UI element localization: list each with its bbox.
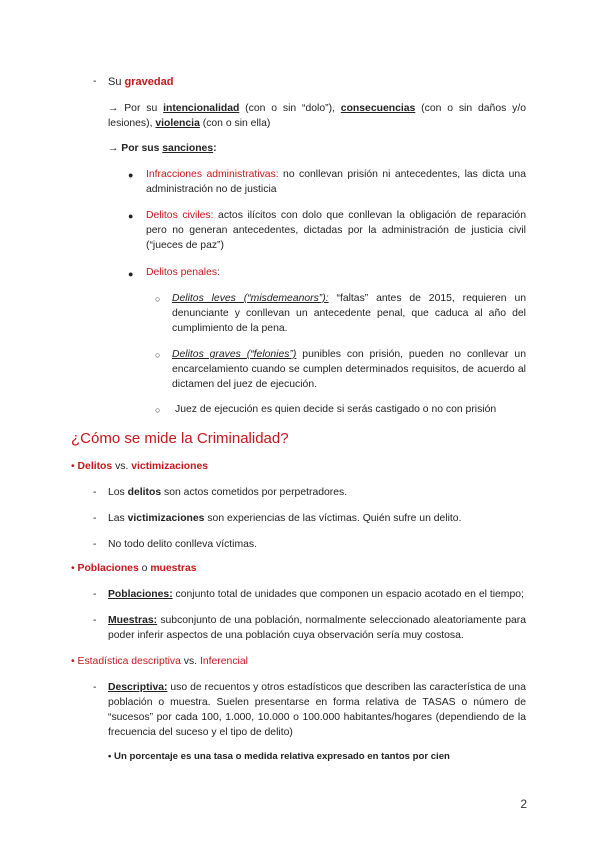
- criminalidad-heading: ¿Cómo se mide la Criminalidad?: [71, 430, 289, 447]
- gravedad-criteria: → Por su intencionalidad (con o sin “dolo”), consecuencias (con o sin daños y/o lesiones), violencia (con o sin ella): [108, 103, 527, 129]
- dash-bullet: -: [93, 589, 97, 600]
- bullet-delitos-civiles: Delitos civiles: actos ilícitos con dolo que conllevan la obligación de reparación pero no generan antecedentes, dictadas por la administración de justicia civil (“jueces de paz”): [146, 210, 526, 251]
- dash-bullet: -: [93, 682, 97, 693]
- sub-juez-ejecucion: Juez de ejecución es quien decide si serás castigado o no con prisión: [175, 404, 497, 415]
- page-number: 2: [520, 797, 527, 811]
- circle-bullet-icon: ○: [155, 405, 161, 415]
- poblaciones-muestras-title: • Poblaciones o muestras: [71, 563, 197, 574]
- bullet-infracciones: Infracciones administrativas: no conllevan prisión ni antecedentes, las dicta una administración no de justicia: [146, 169, 526, 195]
- bullet-dot-icon: ●: [128, 269, 134, 279]
- list-item: Los delitos son actos cometidos por perpetradores.: [108, 487, 348, 498]
- dash-bullet: -: [93, 76, 97, 87]
- list-item: Poblaciones: conjunto total de unidades que componen un espacio acotado en el tiempo;: [108, 589, 524, 600]
- dash-bullet: -: [93, 539, 97, 550]
- gravedad-heading: Su gravedad: [108, 76, 174, 88]
- dash-bullet: -: [93, 615, 97, 626]
- sub-delitos-leves: Delitos leves (“misdemeanors”): “faltas” antes de 2015, requieren un denunciante y conllevan un antecedente penal, que caduca al año del cumplimiento de la pena.: [172, 293, 526, 334]
- bullet-dot-icon: ●: [128, 211, 134, 221]
- circle-bullet-icon: ○: [155, 294, 161, 304]
- porcentaje-note: • Un porcentaje es una tasa o medida relativa expresado en tantos por cien: [108, 751, 450, 762]
- list-item: No todo delito conlleva víctimas.: [108, 539, 258, 550]
- dash-bullet: -: [93, 513, 97, 524]
- list-item: Las victimizaciones son experiencias de las víctimas. Quién sufre un delito.: [108, 513, 462, 524]
- dash-bullet: -: [93, 487, 97, 498]
- estadistica-title: • Estadística descriptiva vs. Inferencial: [71, 656, 248, 667]
- sub-delitos-graves: Delitos graves (“felonies”) punibles con prisión, pueden no conllevar un encarcelamiento cuando se cumplen determinados requisitos, de acuerdo al dictamen del juez de ejecución.: [172, 349, 526, 390]
- list-item: Muestras: subconjunto de una población, normalmente seleccionado aleatoriamente para poder inferir aspectos de una población cuya observación sería muy costosa.: [108, 615, 526, 641]
- delitos-vs-victimizaciones-title: • Delitos vs. victimizaciones: [71, 461, 209, 472]
- bullet-delitos-penales: Delitos penales:: [146, 267, 220, 278]
- sanciones-line: → Por sus sanciones:: [108, 143, 217, 154]
- list-item: Descriptiva: uso de recuentos y otros estadísticos que describen las característica de una población o muestra. Suelen presentarse en forma relativa de TASAS o número de “sucesos” por cada 100, 1.000, 10.000 o 100.000 habitantes/hogares (dependiendo de la frecuencia del suceso y el tipo de delito): [108, 682, 526, 738]
- bullet-dot-icon: ●: [128, 170, 134, 180]
- circle-bullet-icon: ○: [155, 350, 161, 360]
